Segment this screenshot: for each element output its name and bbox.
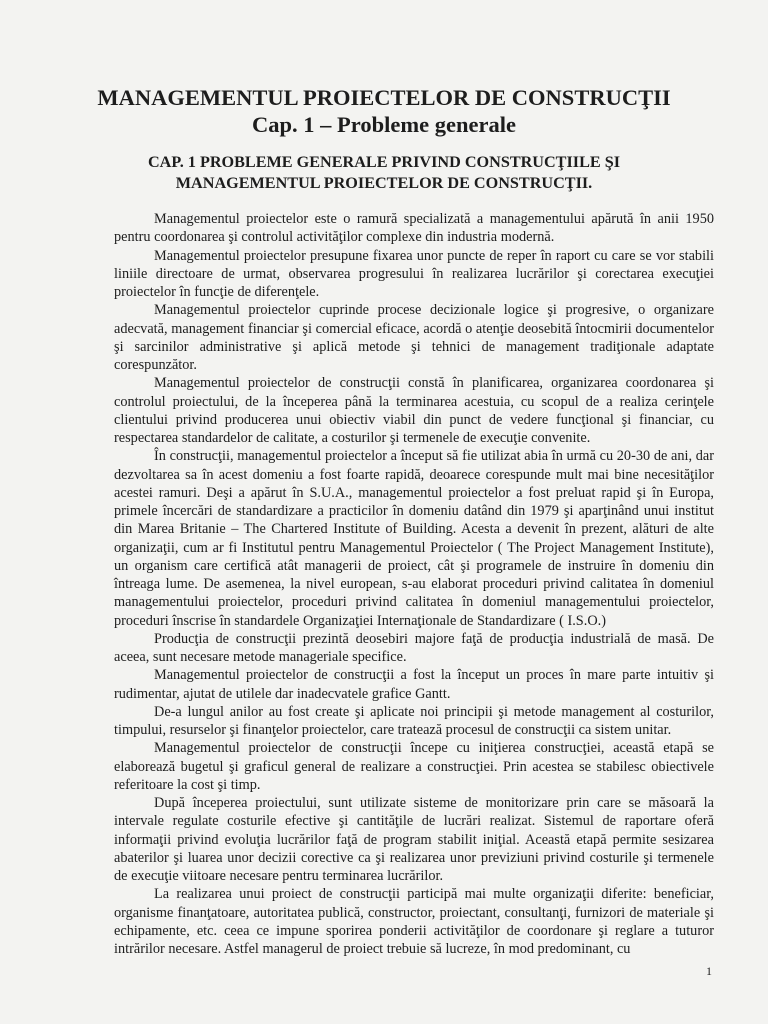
paragraph: La realizarea unui proiect de construcţii participă mai multe organizaţii diferite: beneficiar, organisme finanţatoare, autoritatea publică, constructor, proiectant, consultanţi, furnizori de materiale şi echipamente, etc. ceea ce impune sporirea ponderii activităţilor de coordonare şi reglare a tuturor intrărilor necesare. Astfel managerul de proiect trebuie să lucreze, în mod predominant, cu [114, 886, 714, 957]
paragraph: Managementul proiectelor cuprinde procese decizionale logice şi progresive, o organizare adecvată, management financiar şi comercial eficace, acordă o atenţie deosebită întocmirii documentelor şi sarcinilor administrative şi aplică metode şi tehnici de management tradiţionale adaptate corespunzător. [114, 302, 714, 373]
heading-line-2: MANAGEMENTUL PROIECTELOR DE CONSTRUCŢII. [175, 174, 593, 192]
paragraph: De-a lungul anilor au fost create şi aplicate noi principii şi metode management al costurilor, timpului, resurselor şi finanţelor proiectelor, care tratează procesul de construcţii ca sistem unitar. [114, 703, 714, 738]
paragraph: În construcţii, managementul proiectelor a început să fie utilizat abia în urmă cu 20-30 de ani, dar dezvoltarea sa în acest domeniu a fost foarte rapidă, deoarece corespunde mult mai bine necesităţilor acestei ramuri. Deşi a apărut în S.U.A., managementul proiectelor a fost preluat rapid şi în Europa, primele încercări de standardizare a practicilor în domeniu datând din 1979 şi aparţinând unui institut din Marea Britanie – The Chartered Institute of Building. Acesta a devenit în prezent, alături de alte organizaţii, cum ar fi Institutul pentru Managementul Proiectelor ( The Project Management Institute), un organism care certifică atât managerii de proiect, cât şi programele de instruire în domeniu din întreaga lume. De asemenea, la nivel european, s-au elaborat proceduri privind calitatea în domeniul managementului proiectelor, proceduri privind calitatea în domeniul managementului proiectelor, proceduri înscrise în standardele Organizaţiei Internaţionale de Standardizare ( I.S.O.) [114, 448, 714, 629]
paragraph: Managementul proiectelor de construcţii începe cu iniţierea construcţiei, această etapă se elaborează bugetul şi graficul general de realizare a construcţiei. Prin acestea se stabilesc obiectivele referitoare la cost şi timp. [114, 740, 714, 793]
paragraph: Managementul proiectelor presupune fixarea unor puncte de reper în raport cu care se vor stabili liniile directoare de urmat, observarea progresului în realizarea lucrărilor şi corectarea execuţiei proiectelor în funcţie de diferenţele. [114, 247, 714, 300]
paragraph: Managementul proiectelor de construcţii a fost la început un proces în mare parte intuitiv şi rudimentar, ajutat de utilele dar inadecvatele grafice Gantt. [114, 667, 714, 702]
document-title [0, 84, 768, 138]
body-text [114, 210, 714, 958]
page-number: 1 [706, 964, 712, 978]
paragraph: Managementul proiectelor este o ramură specializată a managementului apărută în anii 1950 pentru coordonarea şi controlul activităţilor complexe din industria modernă. [114, 211, 714, 246]
paragraph: Managementul proiectelor de construcţii constă în planificarea, organizarea coordonarea şi controlul proiectului, de la începerea până la terminarea acestuia, cu scopul de a realiza cerinţele clientului privind producerea unui obiectiv viabil din punct de vedere funcţional şi financiar, cu respectarea standardelor de calitate, a costurilor şi termenele de execuţie convenite. [114, 375, 714, 446]
heading-line-1: CAP. 1 PROBLEME GENERALE PRIVIND CONSTRUCŢIILE ŞI [147, 153, 621, 171]
paragraph: După începerea proiectului, sunt utilizate sisteme de monitorizare prin care se măsoară la intervale regulate costurile efective şi cantităţile de lucrări realizat. Sistemul de raportare oferă informaţii privind evoluţia lucrărilor faţă de program stabilit iniţial. Această etapă permite sesizarea abaterilor şi luarea unor decizii corective ca şi realizarea unor previziuni privind costurile şi termenele de execuţie viitoare necesare pentru terminarea lucrărilor. [114, 795, 714, 884]
chapter-heading [0, 152, 768, 194]
paragraph: Producţia de construcţii prezintă deosebiri majore faţă de producţia industrială de masă. De aceea, sunt necesare metode manageriale specifice. [114, 630, 714, 665]
title-line-2: Cap. 1 – Probleme generale [252, 112, 516, 137]
title-line-1: MANAGEMENTUL PROIECTELOR DE CONSTRUCŢII [97, 85, 671, 110]
